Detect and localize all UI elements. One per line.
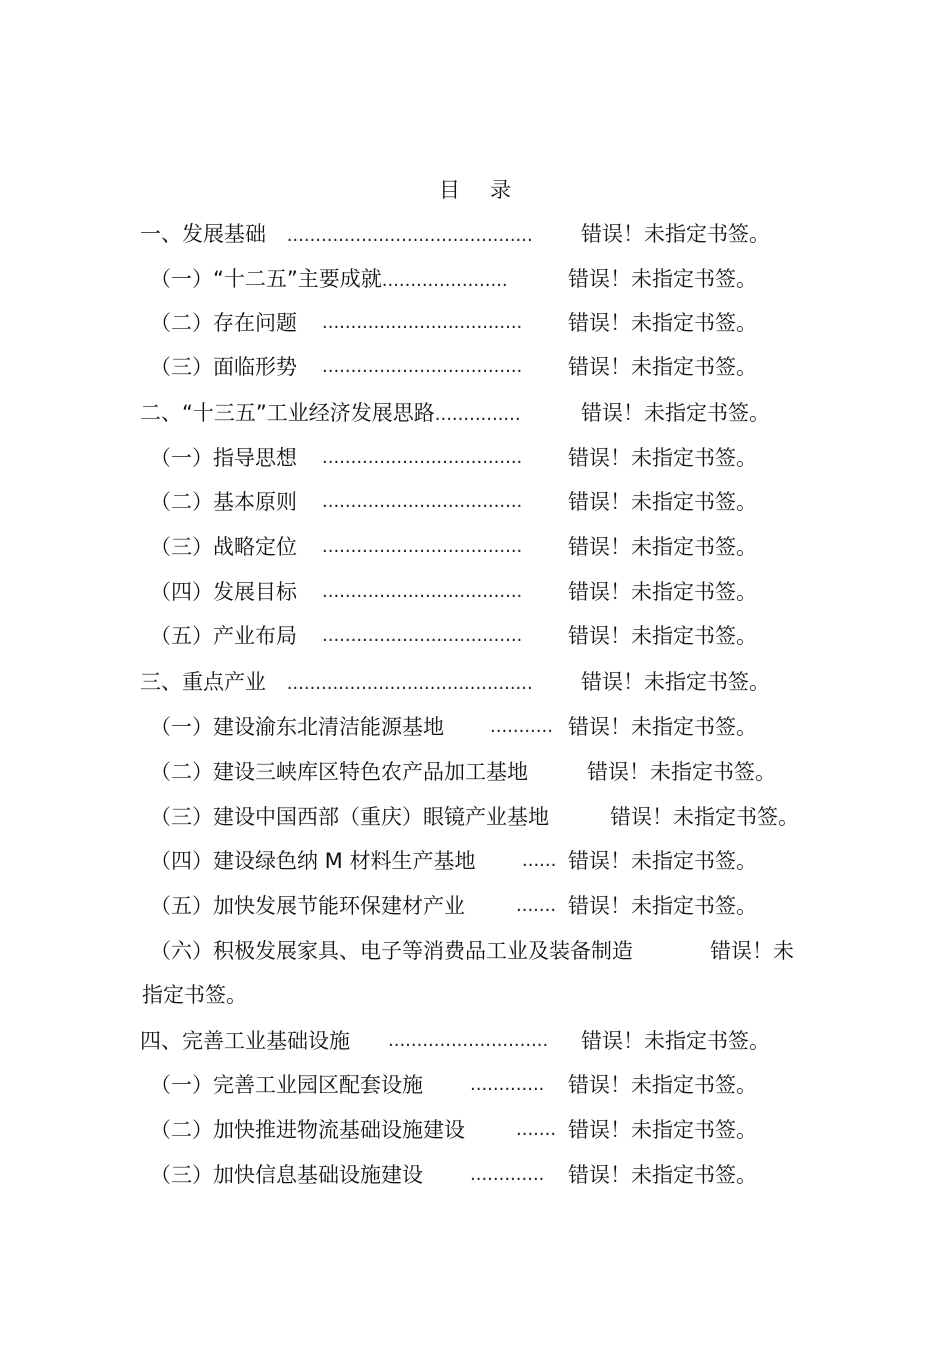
toc-leader-dots: ................................... — [322, 491, 523, 512]
toc-entry-page-ref: 错误！未指定书签。 — [568, 715, 757, 739]
toc-entry-label: 三、重点产业 — [140, 670, 266, 694]
toc-entry-label: 四、完善工业基础设施 — [140, 1029, 350, 1053]
toc-entry-label: （三）加快信息基础设施建设 — [150, 1163, 423, 1187]
toc-entry[interactable] — [150, 577, 757, 607]
toc-entry[interactable] — [150, 757, 776, 787]
toc-leader-dots: ................................... — [322, 625, 523, 646]
toc-entry[interactable] — [150, 802, 799, 832]
toc-entry-page-ref: 错误！未指定书签。 — [568, 311, 757, 335]
toc-entry-label: （一）完善工业园区配套设施 — [150, 1073, 423, 1097]
toc-leader-dots: ........................................... — [286, 673, 533, 694]
toc-entry-label: （五）加快发展节能环保建材产业 — [150, 894, 465, 918]
toc-entry[interactable] — [140, 219, 770, 249]
toc-entry-page-ref: 错误！未指定书签。 — [568, 1073, 757, 1097]
toc-entry-label: （一）建设渝东北清洁能源基地 — [150, 715, 444, 739]
toc-entry-page-ref: 错误！未指定书签。 — [568, 849, 757, 873]
toc-entry-label: 二、“十三五”工业经济发展思路 — [140, 401, 435, 425]
toc-leader-dots: ...... — [522, 850, 557, 871]
toc-leader-dots: ....... — [516, 1119, 557, 1140]
toc-entry[interactable] — [150, 712, 757, 742]
toc-entry[interactable] — [150, 352, 757, 382]
toc-entry[interactable] — [140, 667, 770, 697]
toc-entry-label: （三）面临形势 — [150, 355, 297, 379]
toc-entry-page-ref: 错误！未指定书签。 — [568, 580, 757, 604]
toc-leader-dots: ............................ — [388, 1030, 549, 1051]
toc-entry-page-ref: 错误！未指定书签。 — [568, 355, 757, 379]
toc-entry-page-ref: 错误！未指定书签。 — [568, 267, 757, 291]
toc-leader-dots: ...................... — [381, 270, 508, 291]
toc-entry[interactable] — [150, 891, 757, 921]
toc-title-char-2: 录 — [490, 178, 511, 202]
toc-entry-page-ref: 错误！未指定书签。 — [568, 446, 757, 470]
toc-entry-label: （四）建设绿色纳 M 材料生产基地 — [150, 849, 476, 873]
toc-leader-dots: ........... — [490, 716, 553, 737]
toc-entry-continuation[interactable] — [142, 980, 260, 1010]
toc-entry[interactable] — [150, 443, 757, 473]
toc-entry[interactable] — [150, 1115, 757, 1145]
toc-entry-label: （六）积极发展家具、电子等消费品工业及装备制造 — [150, 939, 633, 963]
toc-entry-page-ref: 错误！未指定书签。 — [568, 624, 757, 648]
toc-entry[interactable] — [150, 846, 757, 876]
toc-entry-label: （二）存在问题 — [150, 311, 297, 335]
toc-entry[interactable] — [150, 487, 757, 517]
toc-entry-label: （二）基本原则 — [150, 490, 297, 514]
toc-entry-page-ref: 错误！未指定书签。 — [610, 805, 799, 829]
toc-entry-page-ref: 错误！未指定书签。 — [568, 894, 757, 918]
toc-entry-label: 一、发展基础 — [140, 222, 266, 246]
toc-entry[interactable] — [150, 532, 757, 562]
toc-entry-page-ref: 错误！未指定书签。 — [581, 670, 770, 694]
toc-entry[interactable] — [140, 1026, 770, 1056]
toc-entry[interactable] — [150, 308, 757, 338]
toc-entry[interactable] — [150, 1070, 757, 1100]
toc-entry-label: 指定书签。 — [142, 983, 247, 1007]
toc-leader-dots: ................................... — [322, 536, 523, 557]
toc-entry-page-ref: 错误！未指定书签。 — [568, 535, 757, 559]
toc-entry-page-ref: 错误！未指定书签。 — [581, 401, 770, 425]
toc-entry-page-ref: 错误！未指定书签。 — [581, 222, 770, 246]
toc-entry-label: （一）“十二五”主要成就 — [150, 267, 382, 291]
toc-entry-page-ref: 错误！未指定书签。 — [568, 1163, 757, 1187]
toc-entry[interactable] — [150, 621, 757, 651]
toc-entry-page-ref: 错误！未 — [710, 939, 794, 963]
toc-title — [0, 174, 950, 204]
toc-entry-label: （四）发展目标 — [150, 580, 297, 604]
toc-entry-label: （二）建设三峡库区特色农产品加工基地 — [150, 760, 528, 784]
toc-entry-page-ref: 错误！未指定书签。 — [568, 1118, 757, 1142]
toc-title-char-1: 目 — [439, 178, 460, 202]
toc-entry-label: （三）建设中国西部（重庆）眼镜产业基地 — [150, 805, 549, 829]
toc-leader-dots: ............. — [470, 1164, 545, 1185]
toc-leader-dots: ............. — [470, 1074, 545, 1095]
toc-entry[interactable] — [150, 936, 794, 966]
toc-leader-dots: ................................... — [322, 356, 523, 377]
toc-entry[interactable] — [140, 398, 770, 428]
toc-entry[interactable] — [150, 1160, 757, 1190]
toc-entry-label: （二）加快推进物流基础设施建设 — [150, 1118, 465, 1142]
toc-entry-label: （一）指导思想 — [150, 446, 297, 470]
toc-entry[interactable] — [150, 264, 757, 294]
toc-entry-page-ref: 错误！未指定书签。 — [581, 1029, 770, 1053]
toc-leader-dots: ............... — [434, 404, 521, 425]
toc-leader-dots: ................................... — [322, 312, 523, 333]
toc-entry-page-ref: 错误！未指定书签。 — [587, 760, 776, 784]
toc-entry-label: （五）产业布局 — [150, 624, 297, 648]
toc-leader-dots: ....... — [516, 895, 557, 916]
toc-leader-dots: ................................... — [322, 447, 523, 468]
toc-leader-dots: ................................... — [322, 581, 523, 602]
toc-leader-dots: ........................................... — [286, 225, 533, 246]
toc-entry-label: （三）战略定位 — [150, 535, 297, 559]
toc-entry-page-ref: 错误！未指定书签。 — [568, 490, 757, 514]
